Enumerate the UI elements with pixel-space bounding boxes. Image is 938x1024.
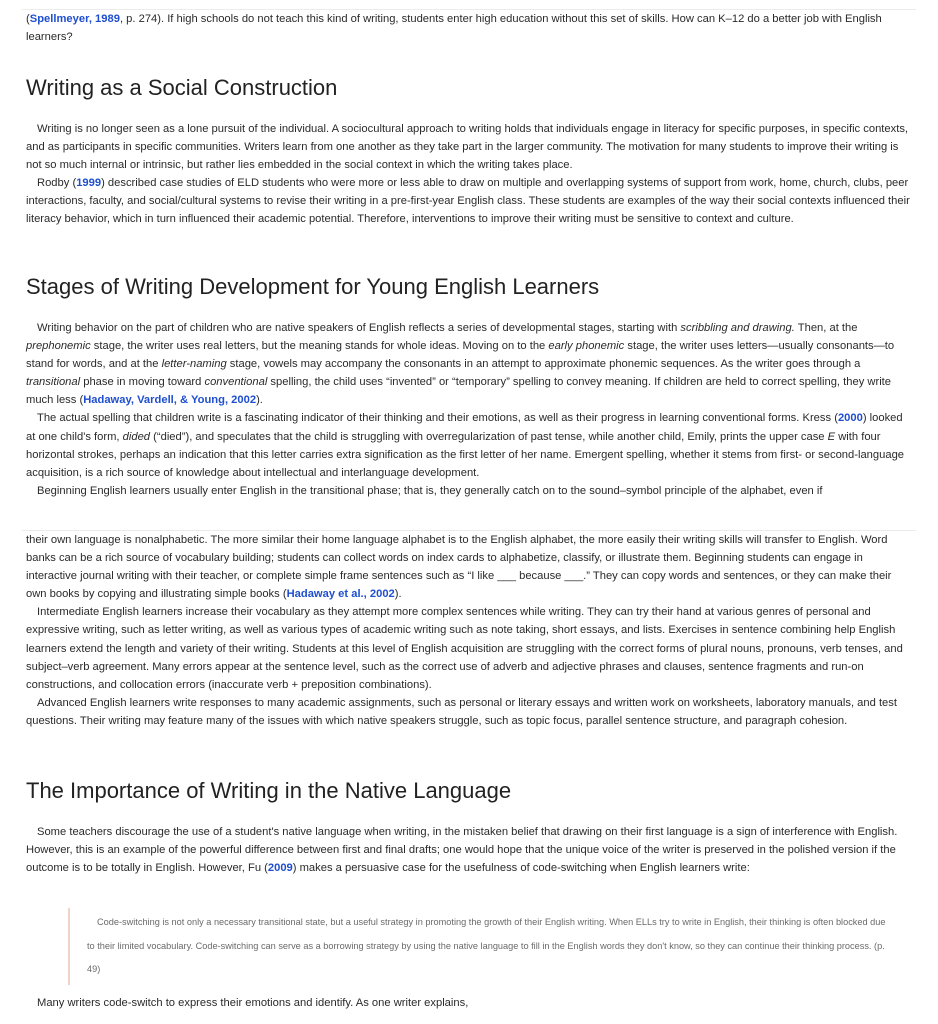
citation-link[interactable]: Hadaway, Vardell, & Young, 2002 xyxy=(83,394,257,407)
paragraph: Intermediate English learners increase their vocabulary as they attempt more complex sentences while writing. They can try their hand at various genres of personal and expressive writing, such as letter writing, as well as various types of academic writing such as note taking, short essays, and lists. Exercises in sentence combining help English learners extend the length and variety of their writing. Students at this level of English acquisition are struggling with the correct forms of plural nouns, pronouns, verb tenses, and subject–verb agreement. Many errors appear at the sentence level, such as the correct use of adverb and adjective phrases and clauses, sentence fragments and run-on constructions, and collocation errors (inaccurate verb + preposition combinations). xyxy=(26,606,903,691)
section-heading: Writing as a Social Construction xyxy=(26,75,338,100)
quote-text: Code-switching is not only a necessary transitional state, but a useful strategy in promoting the growth of their English writing. When ELLs try to write in English, their thinking is often blocked due to their limited vocabulary. Code-switching can serve as a borrowing strategy by using the native language to fill in the English words they don't know, so they can continue their thinking process. (p. 49) xyxy=(87,917,886,974)
citation-link[interactable]: 2000 xyxy=(837,412,863,425)
paragraph: Writing is no longer seen as a lone pursuit of the individual. A sociocultural approach to writing holds that individuals engage in literacy for specific purposes, in specific contexts, and as participants in specific communities. Writers learn from one another as they take part in the larger community. The motivation for many students to improve their writing is not so much internal or intrinsic, but rather lies embedded in the social context in which the writing takes place. xyxy=(26,123,909,172)
citation-link[interactable]: Spellmeyer, 1989 xyxy=(29,13,120,25)
section-heading: Stages of Writing Development for Young English Learners xyxy=(26,274,600,299)
paragraph: Writing behavior on the part of children who are native speakers of English reflects a series of developmental stages, starting with scribbling and drawing. Then, at the prephonemic stage, the writer uses real letters, but the meaning stands for whole ideas. Moving on to the early phonemic stage, the writer uses letters—usually consonants—to stand for words, and at the letter-naming stage, vowels may accompany the consonants in an attempt to approximate phonemic sequences. As the writer goes through a transitional phase in moving toward conventional spelling, the child uses “invented” or “temporary” spelling to convey meaning. If children are held to correct spelling, they write much less (Hadaway, Vardell, & Young, 2002). xyxy=(26,322,895,407)
intro-paragraph-block xyxy=(26,10,912,46)
section-writing-stages-continued xyxy=(26,531,912,730)
paragraph: their own language is nonalphabetic. The more similar their home language alphabet is to the English alphabet, the more easily their writing skills will transfer to English. Word banks can be a rich source of vocabulary building; students can collect words on index cards to alphabetize, classify, or illustrate them. Beginning students can engage in interactive journal writing with their teacher, or complete simple frame sentences such as “I like ___ because ___.” They can copy words and sentences, or they can make their own books by copying and illustrating simple books (Hadaway et al., 2002). xyxy=(26,534,892,601)
intro-paragraph: (Spellmeyer, 1989, p. 274). If high schools do not teach this kind of writing, students enter high education without this set of skills. How can K–12 do a better job with English learners? xyxy=(26,13,882,44)
citation-link[interactable]: 1999 xyxy=(76,177,102,190)
section-social-construction xyxy=(26,75,912,229)
paragraph: Rodby (1999) described case studies of ELD students who were more or less able to draw on multiple and overlapping systems of support from work, home, church, clubs, peer interactions, faculty, and social/cultural systems to revise their writing in a pre-first-year English class. These students are examples of the way their social contexts influenced their literacy behavior, which in turn influenced their academic potential. Therefore, interventions to improve their writing must be sensitive to context and culture. xyxy=(26,177,910,226)
section-heading: The Importance of Writing in the Native Language xyxy=(26,778,512,803)
paragraph: Advanced English learners write responses to many academic assignments, such as personal or literary essays and written work on worksheets, laboratory manuals, and test questions. Their writing may feature many of the issues with which native speakers struggle, such as topic focus, parallel sentence structure, and paragraph cohesion. xyxy=(26,696,897,727)
paragraph: The actual spelling that children write is a fascinating indicator of their thinking and their emotions, as well as their progress in learning conventional forms. Kress (2000) looked at one child's form, dided (“died”), and speculates that the child is struggling with overregularization of past tense, while another child, Emily, prints the upper case E with four horizontal strokes, perhaps an indication that this letter carries extra signification as the first letter of her name. Emergent spelling, whether it stems from first- or second-language acquisition, is a rich source of knowledge about intellectual and interlanguage development. xyxy=(26,412,905,479)
citation-link[interactable]: 2009 xyxy=(267,862,293,875)
paragraph: Many writers code-switch to express their emotions and identify. As one writer explains, xyxy=(37,997,469,1009)
block-quote xyxy=(68,908,887,985)
paragraph: Some teachers discourage the use of a student's native language when writing, in the mistaken belief that drawing on their first language is a sign of interference with English. However, this is an example of the powerful difference between first and final drafts; one would hope that the unique voice of the writer is preserved in the polished version if the outcome is to be totally in English. However, Fu (2009) makes a persuasive case for the usefulness of code-switching when English learners write: xyxy=(26,826,898,875)
paragraph: Beginning English learners usually enter English in the transitional phase; that is, they generally catch on to the sound–symbol principle of the alphabet, even if xyxy=(37,484,823,497)
section-native-language xyxy=(26,778,912,877)
closing-paragraph-block xyxy=(26,994,912,1012)
citation-link[interactable]: Hadaway et al., 2002 xyxy=(286,588,395,601)
section-writing-stages xyxy=(26,274,912,500)
